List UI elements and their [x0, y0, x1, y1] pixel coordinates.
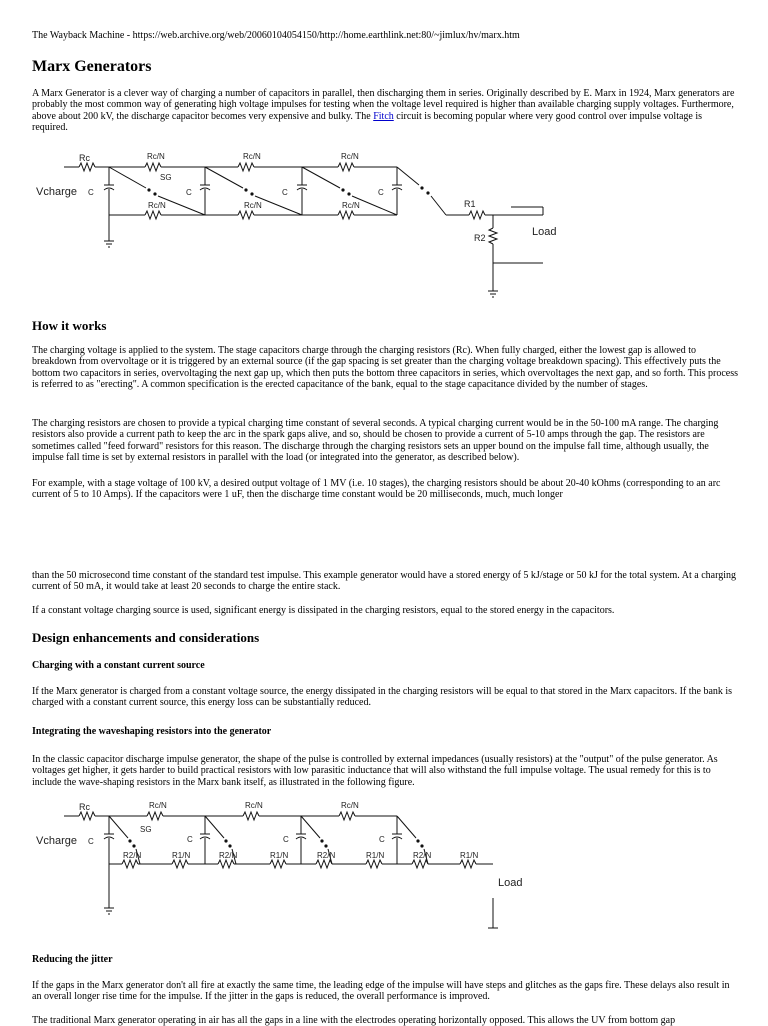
- wf-label-r1n-2: R1/N: [270, 851, 289, 860]
- how-paragraph-4: than the 50 microsecond time constant of the standard test impulse. This example generator would have a stored energy of 5 kJ/stage or 50 kJ for the total system. At a charging current of 50 mA, it would take at least 20 seconds to charge the entire stack.: [32, 570, 736, 593]
- jitter-paragraph-2: The traditional Marx generator operating in air has all the gaps in a line with the electrodes operating horizontally opposed. This allows the UV from bottom gap: [32, 1015, 676, 1026]
- section-heading-how-it-works: How it works: [32, 318, 107, 333]
- wf-label-rcn-1: Rc/N: [149, 801, 167, 810]
- wf-label-rcn-2: Rc/N: [245, 801, 263, 810]
- intro-paragraph: [32, 88, 740, 134]
- jitter-paragraph-1: If the gaps in the Marx generator don't all fire at exactly the same time, the leading edge of the impulse will have steps and glitches as the gaps fire. These delays also result in an overall longer rise time for the impulse. If the jitter in the gaps is reduced, the overall performance is improved.: [32, 980, 730, 1003]
- how-paragraph-2: The charging resistors are chosen to provide a typical charging time constant of several seconds. A typical charging current would be in the 50-100 mA range. The charging resistors also provide a current path to keep the arc in the spark gaps alive, and so, should be chosen to provide a current of 5-10 amps through the gap. The resistors are sometimes called "feed forward" resistors for this reason. The discharge through the charging resistors sets an upper bound on the impulse fall time, although usually, the impulse fall time is set by external resistors in parallel with the load (or integrated into the generator, as described below).: [32, 418, 719, 464]
- label-rcn-top-3: Rc/N: [341, 152, 359, 161]
- charging-resistor-top-2: [238, 163, 254, 171]
- intro-text-after: circuit is becoming popular where very good control over impulse voltage is required.: [32, 110, 703, 134]
- marx-waveshaping-figure: [0, 798, 768, 938]
- wf-label-r1n-1: R1/N: [172, 851, 191, 860]
- label-r2: R2: [474, 233, 486, 243]
- label-vcharge: Vcharge: [36, 186, 77, 198]
- wf-label-r1n-3: R1/N: [366, 851, 385, 860]
- wavefront-resistor-r1: [469, 211, 485, 219]
- label-rcn-bottom-2: Rc/N: [244, 201, 262, 210]
- label-r1: R1: [464, 199, 476, 209]
- wf-label-vcharge: Vcharge: [36, 835, 77, 847]
- how-paragraph-5: If a constant voltage charging source is used, significant energy is dissipated in the charging resistors, equal to the stored energy in the capacitors.: [32, 605, 615, 616]
- design-paragraph-1: If the Marx generator is charged from a constant voltage source, the energy dissipated in the charging resistors will be equal to that stored in the Marx capacitors. If the bank is charged with a constant current source, this energy loss can be substantially reduced.: [32, 686, 733, 709]
- wf-label-load: Load: [498, 877, 523, 889]
- charging-resistor-bottom-1: [145, 211, 161, 219]
- charging-resistor-top-3: [338, 163, 354, 171]
- spark-gap-output: [420, 186, 423, 189]
- wf-label-rcn-3: Rc/N: [341, 801, 359, 810]
- wf-label-r2n-1: R2/N: [123, 851, 142, 860]
- wf-label-r1n-4: R1/N: [460, 851, 479, 860]
- charging-resistor-top-1: [145, 163, 161, 171]
- label-rcn-top-1: Rc/N: [147, 152, 165, 161]
- subheading-jitter: Reducing the jitter: [32, 954, 113, 965]
- label-rcn-top-2: Rc/N: [243, 152, 261, 161]
- wayback-header: The Wayback Machine - https://web.archive.org/web/20060104054150/http://home.earthlink.net:80/~jimlux/hv/marx.htm: [32, 30, 520, 41]
- wf-label-c-3: C: [283, 835, 289, 844]
- wf-label-c-4: C: [379, 835, 385, 844]
- spark-gap-3: [341, 188, 344, 191]
- label-sg: SG: [160, 173, 172, 182]
- charging-resistor-bottom-2: [238, 211, 254, 219]
- label-rcn-bottom-3: Rc/N: [342, 201, 360, 210]
- wf-label-c-1: C: [88, 837, 94, 846]
- how-paragraph-1: The charging voltage is applied to the system. The stage capacitors charge through the charging resistors (Rc). When fully charged, either the lowest gap is allowed to breakdown from overvoltage or it is triggered by an external source (if the gap spacing is set greater than the charging voltage breakdown spacing). This effectively puts the bottom two capacitors in series, overvoltaging the next gap up, which then puts the bottom three capacitors in series, which overvoltages the next gap, and so forth. This process is referred to as "erecting". A common specification is the erected capacitance of the bank, equal to the stage capacitance divided by the number of stages.: [32, 345, 739, 391]
- wf-label-r2n-3: R2/N: [317, 851, 336, 860]
- label-rc: Rc: [79, 153, 90, 163]
- wf-label-sg: SG: [140, 825, 152, 834]
- wavetail-resistor-r2: [489, 228, 497, 244]
- wf-label-c-2: C: [187, 835, 193, 844]
- charging-resistor-bottom-3: [338, 211, 354, 219]
- label-load: Load: [532, 226, 557, 238]
- page-title: Marx Generators: [32, 58, 152, 75]
- label-c-1: C: [88, 188, 94, 197]
- wf-charging-resistor-rc: [79, 812, 95, 820]
- subheading-constant-current: Charging with a constant current source: [32, 660, 205, 671]
- wf-label-r2n-4: R2/N: [413, 851, 432, 860]
- wf-label-r2n-2: R2/N: [219, 851, 238, 860]
- label-rcn-bottom-1: Rc/N: [148, 201, 166, 210]
- spark-gap-2: [244, 188, 247, 191]
- label-c-4: C: [378, 188, 384, 197]
- label-c-2: C: [186, 188, 192, 197]
- how-paragraph-3: For example, with a stage voltage of 100 kV, a desired output voltage of 1 MV (i.e. 10 stages), the charging resistors should be about 20-40 kOhms (corresponding to an arc current of 5 to 10 Amps). If the capacitors were 1 uF, then the discharge time constant would be 20 milliseconds, much, much longer: [32, 478, 721, 501]
- subheading-waveshaping: Integrating the waveshaping resistors into the generator: [32, 726, 272, 737]
- section-heading-design: Design enhancements and considerations: [32, 630, 260, 645]
- spark-gap-1: [147, 188, 150, 191]
- label-c-3: C: [282, 188, 288, 197]
- design-paragraph-2: In the classic capacitor discharge impulse generator, the shape of the pulse is controlled by external impedances (usually resistors) at the "output" of the pulse generator. As voltages get higher, it gets harder to build practical resistors with low parasitic inductance that will also withstand the full impulse voltage. The usual remedy for this is to include the wave-shaping resistors in the Marx bank itself, as illustrated in the following figure.: [32, 754, 718, 788]
- wf-label-rc: Rc: [79, 802, 90, 812]
- intro-text-before: A Marx Generator is a clever way of charging a number of capacitors in parallel, then discharging them in series. Originally described by E. Marx in 1924, Marx generators are probably the most common way of generating high voltage impulses for testing when the voltage level required is higher than available charging supply voltages. Furthermore, above about 200 kV, the discharge capacitor becomes very expensive and bulky. The: [32, 88, 735, 122]
- charging-resistor-rc: [79, 163, 95, 171]
- fitch-link[interactable]: Fitch: [373, 110, 394, 122]
- marx-schematic-figure: [0, 145, 768, 300]
